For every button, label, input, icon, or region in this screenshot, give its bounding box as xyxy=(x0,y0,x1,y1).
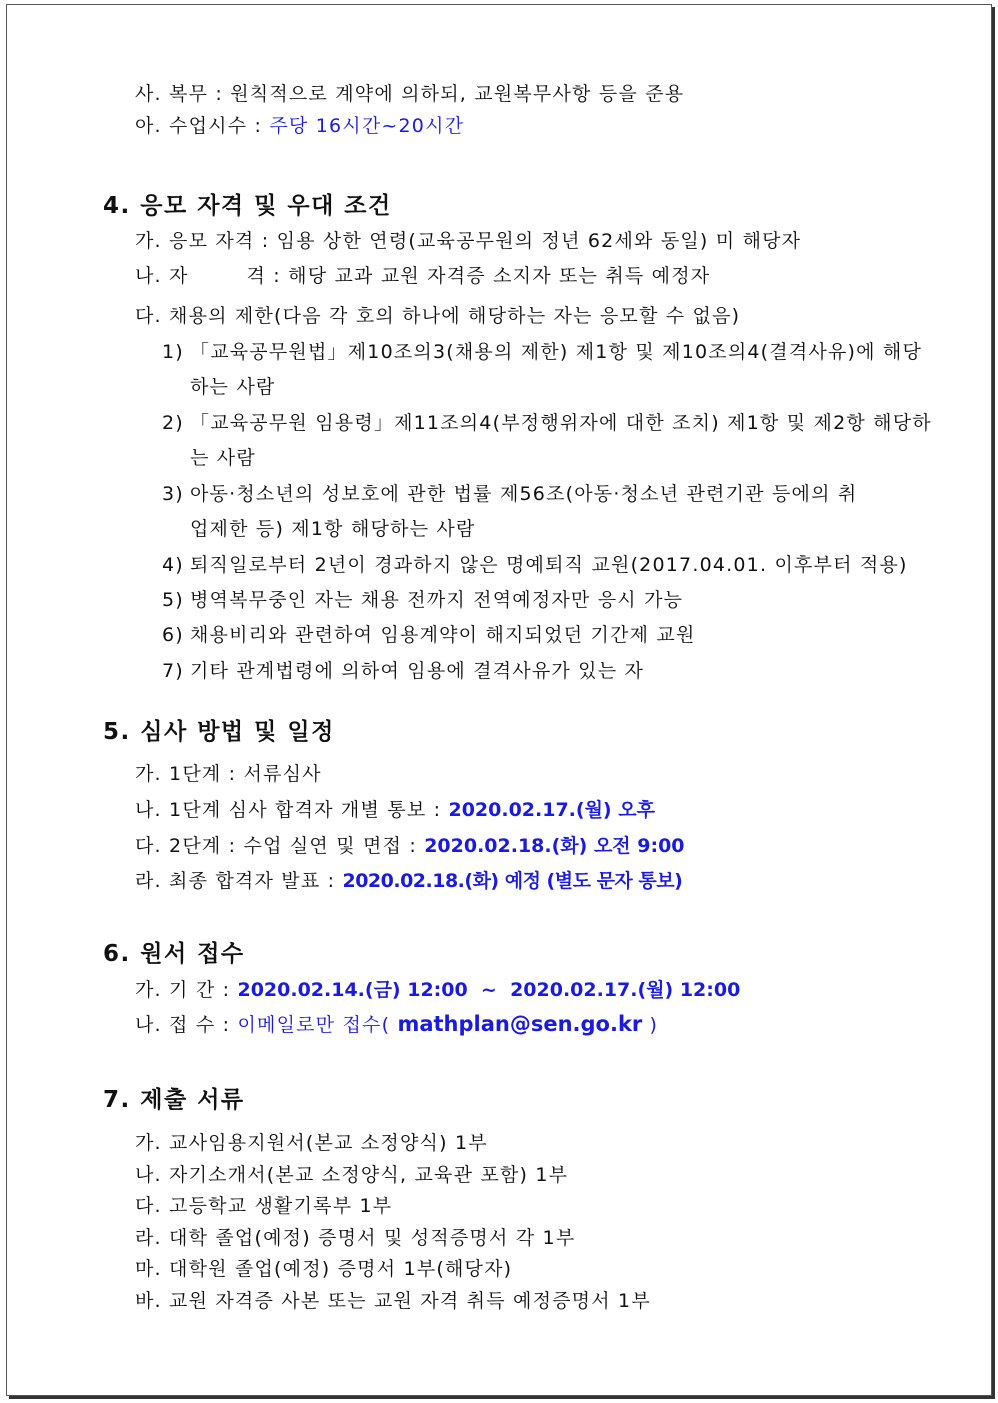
sec5-ra-label: 라. 최종 합격자 발표 : xyxy=(135,870,343,892)
restriction-item xyxy=(162,588,683,612)
restriction-number: 7) xyxy=(162,660,184,682)
sec5-da-label: 다. 2단계 : 수업 실연 및 면접 : xyxy=(135,835,425,857)
final-announcement-date: 2020.02.18.(화) 예정 (별도 문자 통보) xyxy=(342,870,683,892)
sec5-item-na xyxy=(135,798,655,822)
restriction-number: 5) xyxy=(162,589,184,611)
section-6-title: 6. 원서 접수 xyxy=(103,941,245,967)
restriction-text: 퇴직일로부터 2년이 경과하지 않은 명예퇴직 교원(2017.04.01. 이후부터 적용) xyxy=(190,554,908,576)
duty-line: 사. 복무 : 원칙적으로 계약에 의하되, 교원복무사항 등을 준용 xyxy=(135,83,685,105)
restriction-number: 1) xyxy=(162,341,184,363)
restriction-number: 3) xyxy=(162,483,184,505)
sec4-item-na: 나. 자 격 : 해당 교과 교원 자격증 소지자 또는 취득 예정자 xyxy=(135,265,711,287)
restriction-item xyxy=(162,623,696,647)
restriction-text: 「교육공무원 임용령」제11조의4(부정행위자에 대한 조치) 제1항 및 제2항 해당하 xyxy=(190,412,932,434)
sec5-na-label: 나. 1단계 심사 합격자 개별 통보 : xyxy=(135,799,449,821)
sec5-item-ra xyxy=(135,869,682,893)
period-label: 가. 기 간 : xyxy=(135,979,238,1001)
submission-suffix: ) xyxy=(642,1014,659,1036)
sec6-item-ga xyxy=(135,978,740,1002)
class-hours-line xyxy=(135,114,464,138)
section-4-title: 4. 응모 자격 및 우대 조건 xyxy=(103,193,392,219)
document-list-item: 가. 교사임용지원서(본교 소정양식) 1부 xyxy=(135,1132,488,1154)
restriction-number: 6) xyxy=(162,624,184,646)
document-list-item: 다. 고등학교 생활기록부 1부 xyxy=(135,1195,393,1217)
restriction-number: 2) xyxy=(162,412,184,434)
application-period: 2020.02.14.(금) 12:00 ~ 2020.02.17.(월) 12:00 xyxy=(237,979,741,1001)
restriction-item xyxy=(162,482,857,506)
submission-method: 이메일로만 접수( xyxy=(237,1014,398,1036)
submission-email[interactable]: mathplan@sen.go.kr xyxy=(397,1012,643,1036)
restriction-text: 「교육공무원법」제10조의3(채용의 제한) 제1항 및 제10조의4(결격사유)에 해당 xyxy=(190,341,923,363)
interview-date: 2020.02.18.(화) 오전 9:00 xyxy=(424,835,685,857)
sec4-item-da: 다. 채용의 제한(다음 각 호의 하나에 해당하는 자는 응모할 수 없음) xyxy=(135,305,741,327)
section-5-title: 5. 심사 방법 및 일정 xyxy=(103,719,335,745)
restriction-text: 기타 관계법령에 의하여 임용에 결격사유가 있는 자 xyxy=(190,660,645,682)
document-list-item: 라. 대학 졸업(예정) 증명서 및 성적증명서 각 1부 xyxy=(135,1227,576,1249)
sec6-item-na xyxy=(135,1012,658,1037)
restriction-text: 채용비리와 관련하여 임용계약이 해지되었던 기간제 교원 xyxy=(190,624,696,646)
document-list-item: 바. 교원 자격증 사본 또는 교원 자격 취득 예정증명서 1부 xyxy=(135,1290,651,1312)
document-list-item: 나. 자기소개서(본교 소정양식, 교육관 포함) 1부 xyxy=(135,1164,569,1186)
restriction-item xyxy=(162,340,922,364)
section-7-title: 7. 제출 서류 xyxy=(103,1087,245,1113)
restriction-text-cont: 는 사람 xyxy=(190,447,256,469)
sec5-item-ga: 가. 1단계 : 서류심사 xyxy=(135,763,322,785)
notification-date: 2020.02.17.(월) 오후 xyxy=(448,799,655,821)
restriction-text: 병역복무중인 자는 채용 전까지 전역예정자만 응시 가능 xyxy=(190,589,684,611)
restriction-text-cont: 업제한 등) 제1항 해당하는 사람 xyxy=(190,518,476,540)
submission-label: 나. 접 수 : xyxy=(135,1014,238,1036)
class-hours-label: 아. 수업시수 : xyxy=(135,115,270,137)
document-list-item: 마. 대학원 졸업(예정) 증명서 1부(해당자) xyxy=(135,1258,513,1280)
restriction-text: 아동·청소년의 성보호에 관한 법률 제56조(아동·청소년 관련기관 등에의 취 xyxy=(190,483,858,505)
class-hours-value: 주당 16시간~20시간 xyxy=(269,115,465,137)
restriction-item xyxy=(162,553,908,577)
sec4-item-ga: 가. 응모 자격 : 임용 상한 연령(교육공무원의 정년 62세와 동일) 미 해당자 xyxy=(135,230,802,252)
restriction-number: 4) xyxy=(162,554,184,576)
restriction-text-cont: 하는 사람 xyxy=(190,376,276,398)
sec5-item-da xyxy=(135,834,685,858)
restriction-item xyxy=(162,659,644,683)
restriction-item xyxy=(162,411,932,435)
